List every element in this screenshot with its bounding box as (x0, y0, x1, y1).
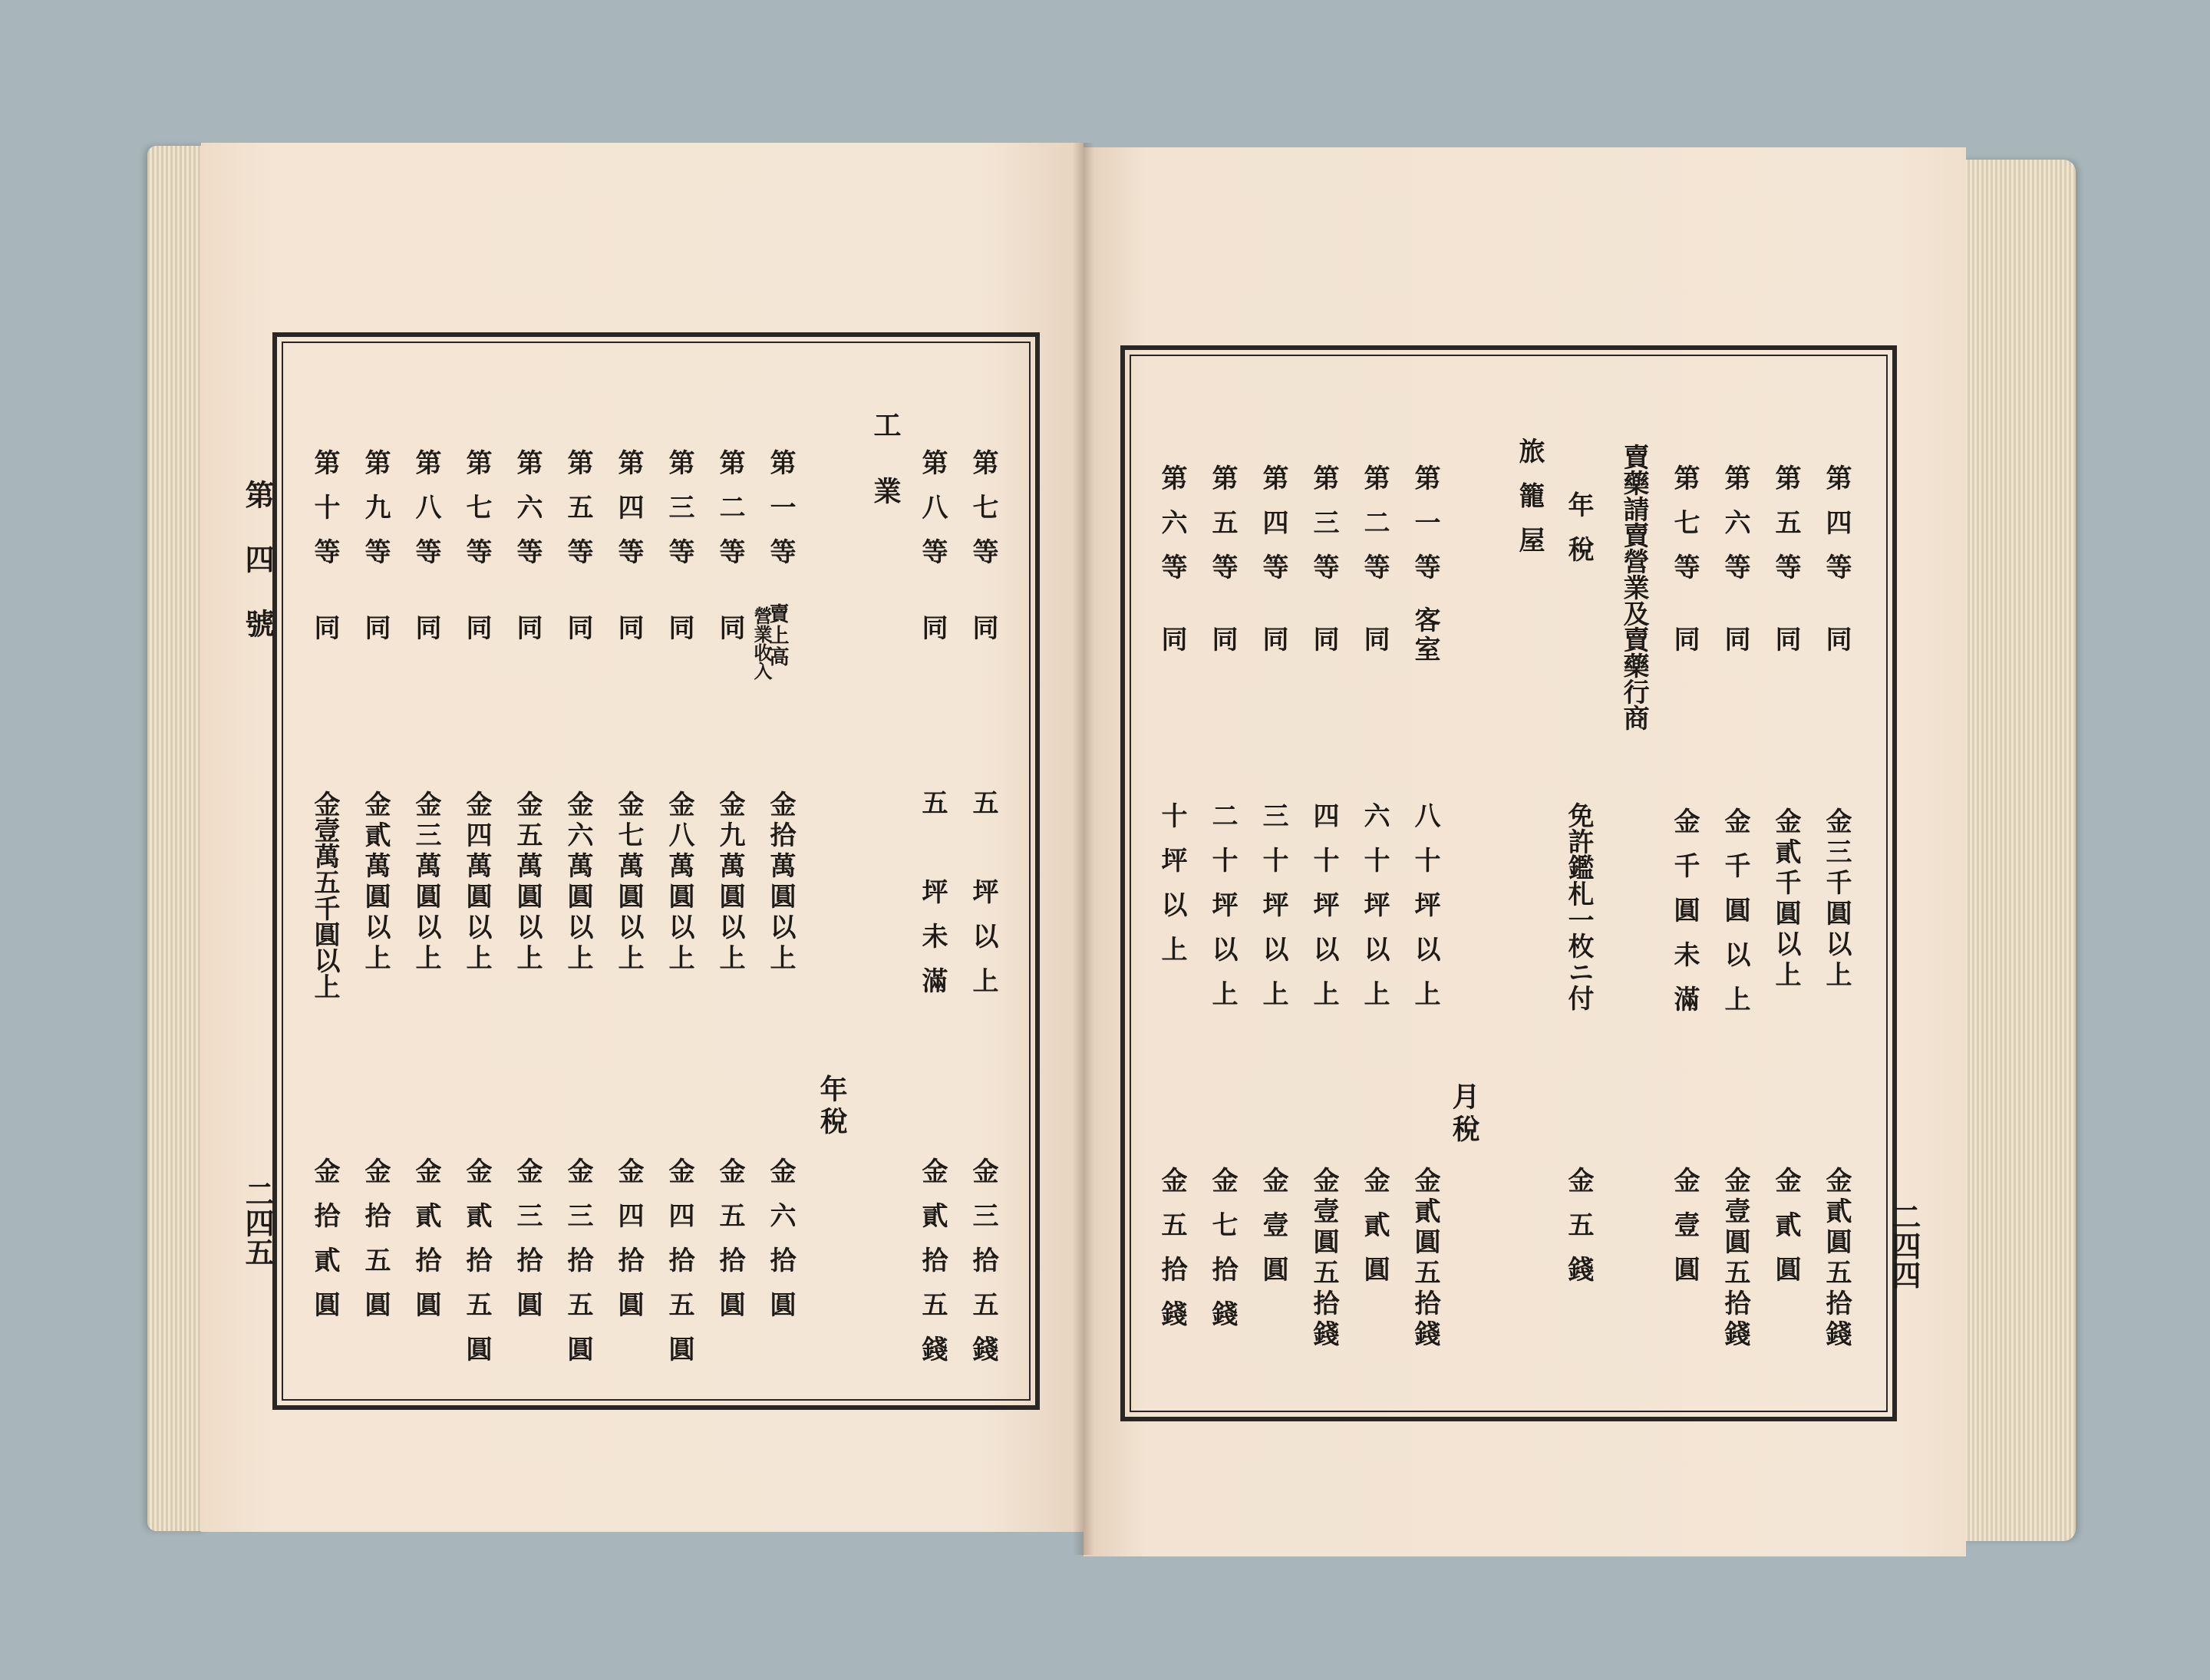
desc: 同 (1821, 625, 1852, 670)
grade: 第八等 (411, 449, 441, 583)
tax: 金三拾五錢 (968, 1157, 998, 1380)
left-page-number: 二四五 (240, 1179, 275, 1266)
grade: 第十等 (309, 449, 340, 583)
desc: 同 (917, 614, 948, 658)
tax: 金貳圓 (1359, 1167, 1390, 1300)
tax: 金貳拾五錢 (917, 1157, 948, 1380)
desc: 同 (1359, 625, 1390, 670)
tax: 金拾五圓 (360, 1157, 391, 1335)
section-heading-industry: 工業 (869, 411, 902, 543)
inn-tax-label: 月稅 (1448, 1082, 1480, 1147)
desc: 同 (1770, 625, 1801, 670)
grade: 第三等 (664, 449, 694, 583)
tax: 金七拾錢 (1207, 1167, 1238, 1345)
tax: 金拾貳圓 (309, 1157, 340, 1335)
grade: 第九等 (360, 449, 391, 583)
tax: 金貳圓五拾錢 (1410, 1167, 1440, 1351)
tax: 金壹圓五拾錢 (1720, 1167, 1750, 1351)
grade: 第三等 (1308, 464, 1339, 598)
threshold: 金八萬圓以上 (664, 790, 694, 975)
tax: 金三拾五圓 (562, 1157, 593, 1380)
threshold: 金拾萬圓以上 (765, 790, 796, 975)
grade: 第四等 (1821, 464, 1852, 598)
desc: 同 (1156, 625, 1187, 670)
grade: 第二等 (714, 449, 745, 583)
threshold: 十坪以上 (1156, 802, 1187, 980)
desc: 同 (613, 614, 644, 658)
desc: 同 (562, 614, 593, 658)
right-page-stack (1961, 160, 2076, 1541)
threshold: 金九萬圓以上 (714, 790, 745, 975)
desc: 同 (512, 614, 543, 658)
desc: 同 (1207, 625, 1238, 670)
grade: 第一等 (1410, 464, 1440, 598)
desc: 同 (664, 614, 694, 658)
desc: 同 (1669, 625, 1700, 670)
threshold: 金六萬圓以上 (562, 790, 593, 975)
tax: 金六拾圓 (765, 1157, 796, 1335)
tax: 金五拾圓 (714, 1157, 745, 1335)
desc: 同 (461, 614, 492, 658)
medicine-tax-label: 年稅 (1563, 491, 1594, 580)
threshold: 金千圓以上 (1720, 807, 1750, 1030)
desc: 同 (1258, 625, 1288, 670)
grade: 第五等 (562, 449, 593, 583)
desc: 賣上高 (766, 603, 789, 668)
threshold: 金三萬圓以上 (411, 790, 441, 975)
desc: 同 (1308, 625, 1339, 670)
grade: 第六等 (512, 449, 543, 583)
section-annual-tax: 年稅 (816, 1074, 848, 1139)
tax: 金四拾五圓 (664, 1157, 694, 1380)
side-header: 第四號 (240, 480, 275, 673)
grade: 第七等 (968, 449, 998, 583)
grade: 第七等 (1669, 464, 1700, 598)
tax: 金壹圓 (1258, 1167, 1288, 1300)
inn-heading: 旅籠屋 (1514, 437, 1545, 571)
medicine-heading: 賣藥請賣營業及賣藥行商 (1618, 444, 1649, 731)
right-page-number: 二四四 (1887, 1202, 1921, 1289)
tax: 金貳圓 (1770, 1167, 1801, 1300)
desc: 客室 (1410, 606, 1440, 665)
threshold: 四十坪以上 (1308, 802, 1339, 1025)
tax: 金壹圓 (1669, 1167, 1700, 1300)
medicine-license-tax: 金五錢 (1563, 1167, 1594, 1300)
desc: 同 (309, 614, 340, 658)
gutter (1073, 143, 1094, 1555)
grade: 第一等 (765, 449, 796, 583)
grade: 第六等 (1156, 464, 1187, 598)
tax: 金貳拾圓 (411, 1157, 441, 1335)
threshold: 八十坪以上 (1410, 802, 1440, 1025)
tax: 金五拾錢 (1156, 1167, 1187, 1345)
threshold: 金七萬圓以上 (613, 790, 644, 975)
tax: 金壹圓五拾錢 (1308, 1167, 1339, 1351)
threshold: 金三千圓以上 (1821, 807, 1852, 992)
medicine-license: 免許鑑札一枚ニ付 (1563, 802, 1594, 1011)
grade: 第六等 (1720, 464, 1750, 598)
grade: 第七等 (461, 449, 492, 583)
threshold: 三十坪以上 (1258, 802, 1288, 1025)
grade: 第四等 (1258, 464, 1288, 598)
threshold: 二十坪以上 (1207, 802, 1238, 1025)
desc: 同 (1720, 625, 1750, 670)
threshold: 五 坪以上 (968, 789, 998, 1012)
tax: 金貳圓五拾錢 (1821, 1167, 1852, 1351)
tax: 金四拾圓 (613, 1157, 644, 1335)
threshold: 金四萬圓以上 (461, 790, 492, 975)
threshold: 金貳千圓以上 (1770, 807, 1801, 992)
tax: 金貳拾五圓 (461, 1157, 492, 1380)
desc: 同 (714, 614, 745, 658)
threshold: 金五萬圓以上 (512, 790, 543, 975)
desc: 同 (968, 614, 998, 658)
grade: 第四等 (613, 449, 644, 583)
grade: 第二等 (1359, 464, 1390, 598)
left-page-stack (147, 146, 207, 1531)
grade: 第五等 (1207, 464, 1238, 598)
grade: 第五等 (1770, 464, 1801, 598)
grade: 第八等 (917, 449, 948, 583)
desc-note: 營業收入 (750, 606, 773, 680)
tax: 金三拾圓 (512, 1157, 543, 1335)
threshold: 金壹萬五千圓以上 (309, 790, 340, 999)
desc: 同 (411, 614, 441, 658)
threshold: 六十坪以上 (1359, 802, 1390, 1025)
threshold: 金貳萬圓以上 (360, 790, 391, 975)
threshold: 五 坪未滿 (917, 789, 948, 1012)
threshold: 金千圓未滿 (1669, 807, 1700, 1030)
desc: 同 (360, 614, 391, 658)
